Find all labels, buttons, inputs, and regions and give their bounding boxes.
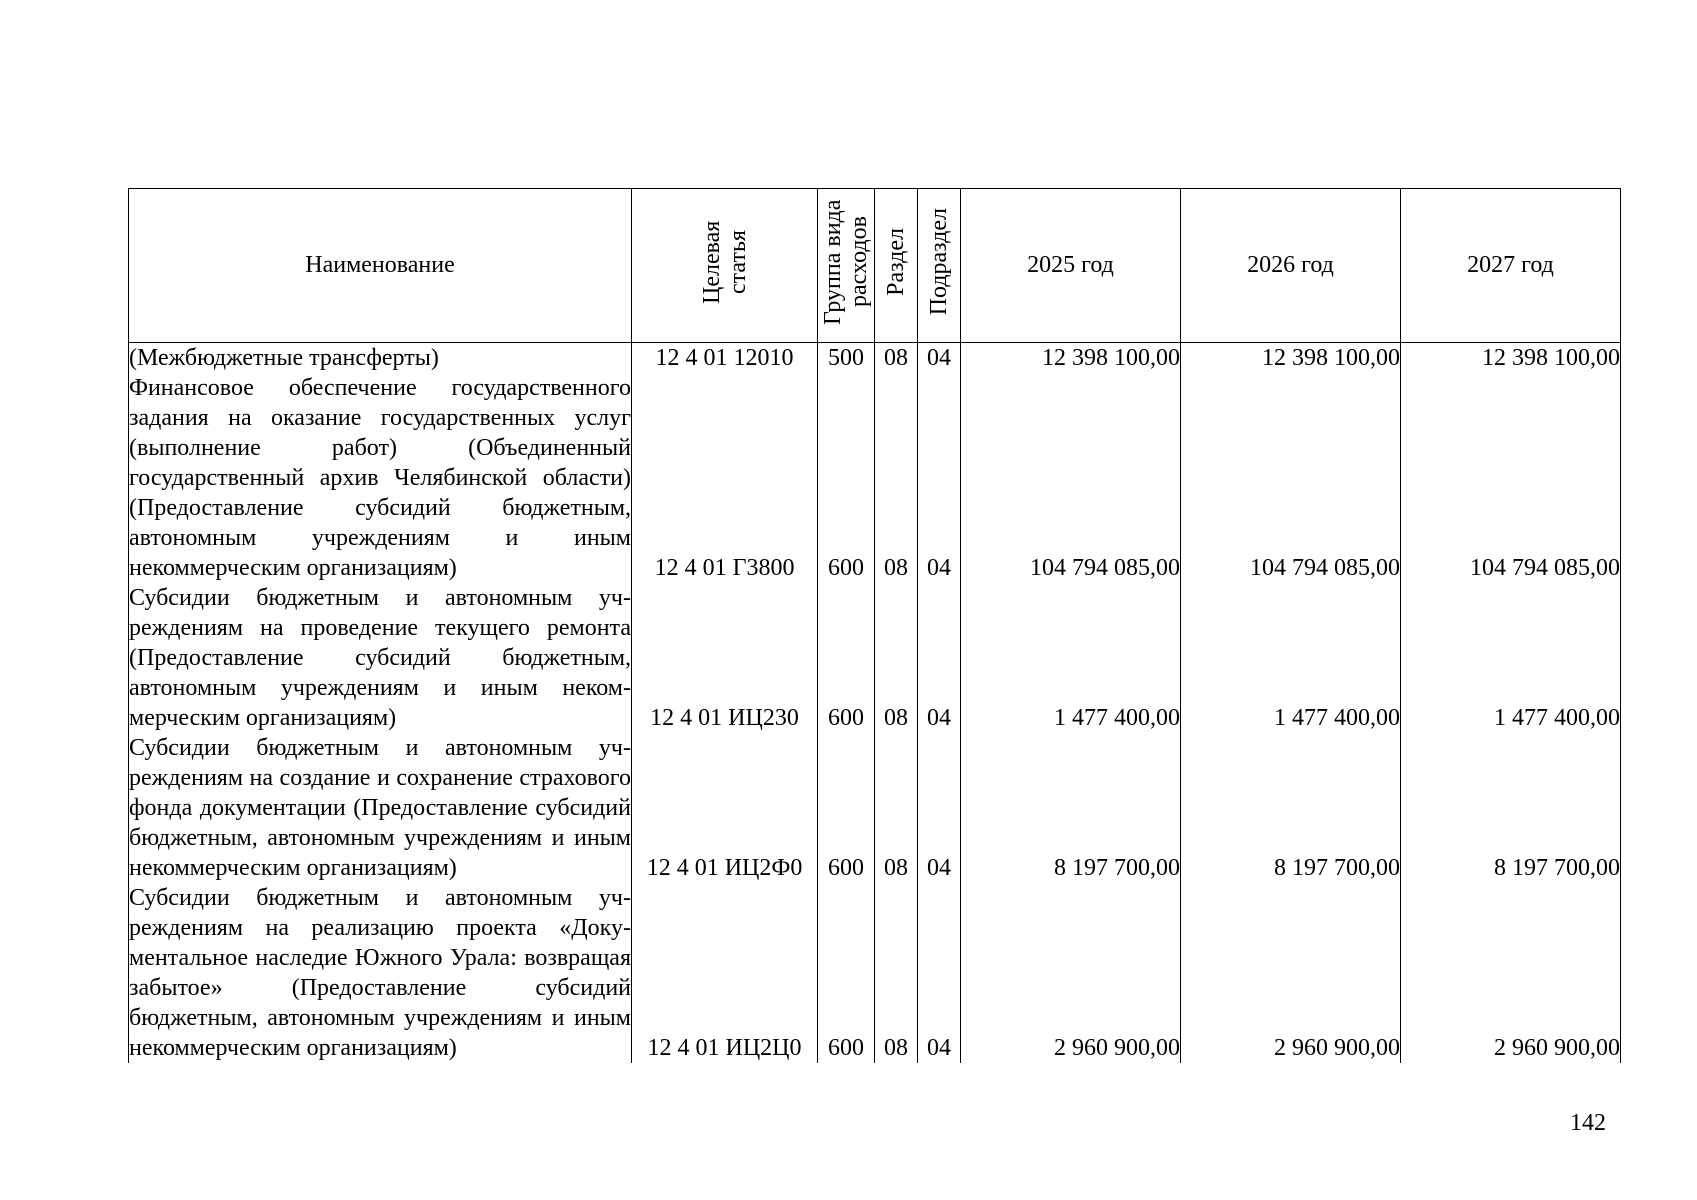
row-name: Субсидии бюджетным и автономным учреждениям на создание и сохранение страхового фонда документации (Предоставление субсидий бюджетным, автономным учреждениям и иным некоммерческим организациям) (129, 735, 631, 881)
table-row (129, 583, 1621, 733)
row-name: Финансовое обеспечение государственного задания на оказание государственных услуг (выполнение работ) (Объединенный государственный архив Челябинской области) (Предоставление субсидий бюджетным, автономным учреждениям и иным некоммерческим организациям) (129, 375, 631, 581)
row-section: 08 (875, 883, 918, 1063)
table-row (129, 733, 1621, 883)
row-target-code: 12 4 01 ИЦ2Ф0 (632, 733, 818, 883)
page-number: 142 (1570, 1110, 1606, 1136)
row-value-2026: 1 477 400,00 (1181, 583, 1401, 733)
row-value-2026: 104 794 085,00 (1181, 373, 1401, 583)
header-subsection: Подраздел (918, 189, 961, 343)
row-value-2025: 2 960 900,00 (961, 883, 1181, 1063)
header-target: Целевая статья (632, 189, 818, 343)
row-value-2025: 8 197 700,00 (961, 733, 1181, 883)
row-group: 600 (818, 373, 875, 583)
row-value-2027: 1 477 400,00 (1401, 583, 1621, 733)
row-value-2025: 104 794 085,00 (961, 373, 1181, 583)
header-2027: 2027 год (1401, 189, 1621, 343)
row-subsection: 04 (918, 583, 961, 733)
row-value-2027: 12 398 100,00 (1401, 343, 1621, 374)
row-value-2027: 104 794 085,00 (1401, 373, 1621, 583)
row-group: 600 (818, 583, 875, 733)
row-target-code: 12 4 01 Г3800 (632, 373, 818, 583)
header-2026: 2026 год (1181, 189, 1401, 343)
row-subsection: 04 (918, 733, 961, 883)
row-target-code: 12 4 01 12010 (632, 343, 818, 374)
row-section: 08 (875, 733, 918, 883)
table-row (129, 883, 1621, 1063)
row-subsection: 04 (918, 343, 961, 374)
row-value-2026: 12 398 100,00 (1181, 343, 1401, 374)
row-name: Субсидии бюджетным и автономным учреждениям на проведение текущего ремонта (Предоставление субсидий бюджетным, автономным учреждениям и иным некоммерческим организациям) (129, 585, 631, 731)
row-subsection: 04 (918, 373, 961, 583)
budget-table (128, 188, 1621, 1063)
row-value-2026: 2 960 900,00 (1181, 883, 1401, 1063)
row-group: 600 (818, 883, 875, 1063)
header-group: Группа вида расходов (818, 189, 875, 343)
row-section: 08 (875, 583, 918, 733)
row-value-2025: 1 477 400,00 (961, 583, 1181, 733)
row-group: 600 (818, 733, 875, 883)
row-name: Субсидии бюджетным и автономным учреждениям на реализацию проекта «Документальное наследие Южного Урала: возвращая забытое» (Предоставление субсидий бюджетным, автономным учреждениям и иным некоммерческим организациям) (129, 885, 631, 1061)
row-section: 08 (875, 373, 918, 583)
row-target-code: 12 4 01 ИЦ2Ц0 (632, 883, 818, 1063)
table-row (129, 373, 1621, 583)
row-group: 500 (818, 343, 875, 374)
row-value-2026: 8 197 700,00 (1181, 733, 1401, 883)
header-2025: 2025 год (961, 189, 1181, 343)
row-value-2027: 2 960 900,00 (1401, 883, 1621, 1063)
table-row (129, 343, 1621, 374)
row-target-code: 12 4 01 ИЦ230 (632, 583, 818, 733)
row-value-2027: 8 197 700,00 (1401, 733, 1621, 883)
header-section: Раздел (875, 189, 918, 343)
row-section: 08 (875, 343, 918, 374)
row-subsection: 04 (918, 883, 961, 1063)
header-name: Наименование (129, 189, 632, 343)
row-value-2025: 12 398 100,00 (961, 343, 1181, 374)
table-header-row (129, 189, 1621, 343)
row-name: (Межбюджетные трансферты) (129, 343, 632, 374)
